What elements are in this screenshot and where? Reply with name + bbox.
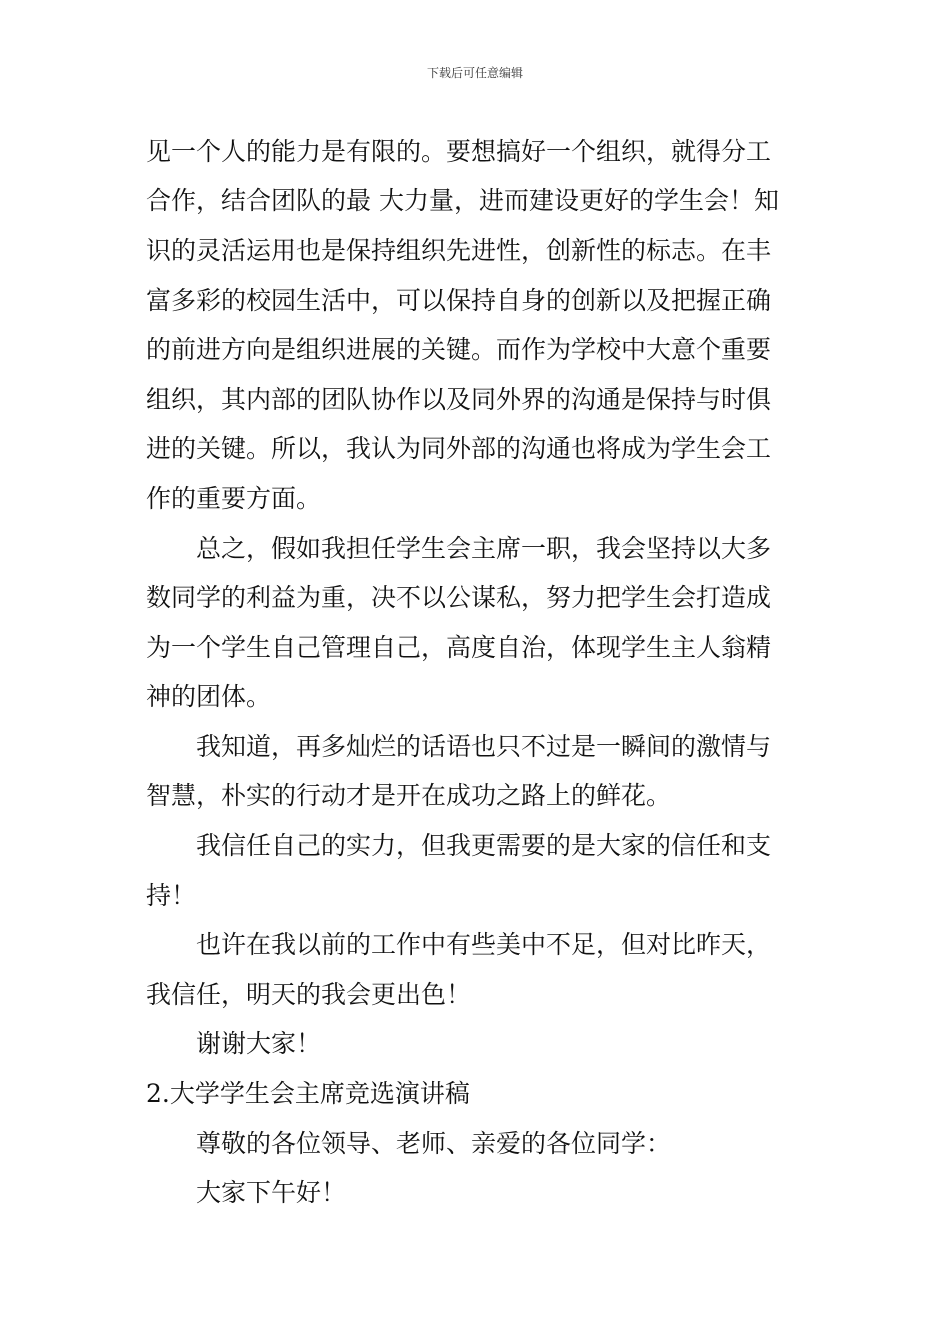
- paragraph-start: 我知道，再多灿烂的话语也只不过是一瞬间的激情与: [196, 732, 772, 761]
- greeting: 大家下午好！: [196, 1178, 347, 1207]
- page-header: 下载后可任意编辑: [426, 66, 523, 80]
- text-line: 合作，结合团队的最 大力量，进而建设更好的学生会！知: [146, 186, 779, 215]
- paragraph-start: 我信任自己的实力，但我更需要的是大家的信任和支: [196, 831, 772, 860]
- text-line: 智慧，朴实的行动才是开在成功之路上的鲜花。: [146, 781, 672, 810]
- paragraph-start: 谢谢大家！: [196, 1029, 322, 1058]
- paragraph-start: 也许在我以前的工作中有些美中不足，但对比昨天，: [196, 930, 772, 959]
- salutation: 尊敬的各位领导、老师、亲爱的各位同学：: [196, 1129, 672, 1158]
- text-line: 持！: [146, 881, 197, 910]
- text-line: 的前进方向是组织进展的关键。而作为学校中大意个重要: [146, 335, 772, 364]
- text-line: 进的关键。所以，我认为同外部的沟通也将成为学生会工: [146, 434, 772, 463]
- section-heading: 2.大学学生会主席竞选演讲稿: [146, 1079, 470, 1108]
- text-line: 作的重要方面。: [146, 484, 322, 513]
- text-line: 数同学的利益为重，决不以公谋私，努力把学生会打造成: [146, 583, 772, 612]
- paragraph-start: 总之，假如我担任学生会主席一职，我会坚持以大多: [196, 534, 772, 563]
- text-line: 为一个学生自己管理自己，高度自治，体现学生主人翁精: [146, 633, 772, 662]
- text-line: 见一个人的能力是有限的。要想搞好一个组织，就得分工: [146, 137, 772, 166]
- text-line: 富多彩的校园生活中，可以保持自身的创新以及把握正确: [146, 286, 772, 315]
- text-line: 组织，其内部的团队协作以及同外界的沟通是保持与时俱: [146, 385, 772, 414]
- text-line: 我信任，明天的我会更出色！: [146, 980, 472, 1009]
- text-line: 神的团体。: [146, 682, 272, 711]
- text-line: 识的灵活运用也是保持组织先进性，创新性的标志。在丰: [146, 236, 772, 265]
